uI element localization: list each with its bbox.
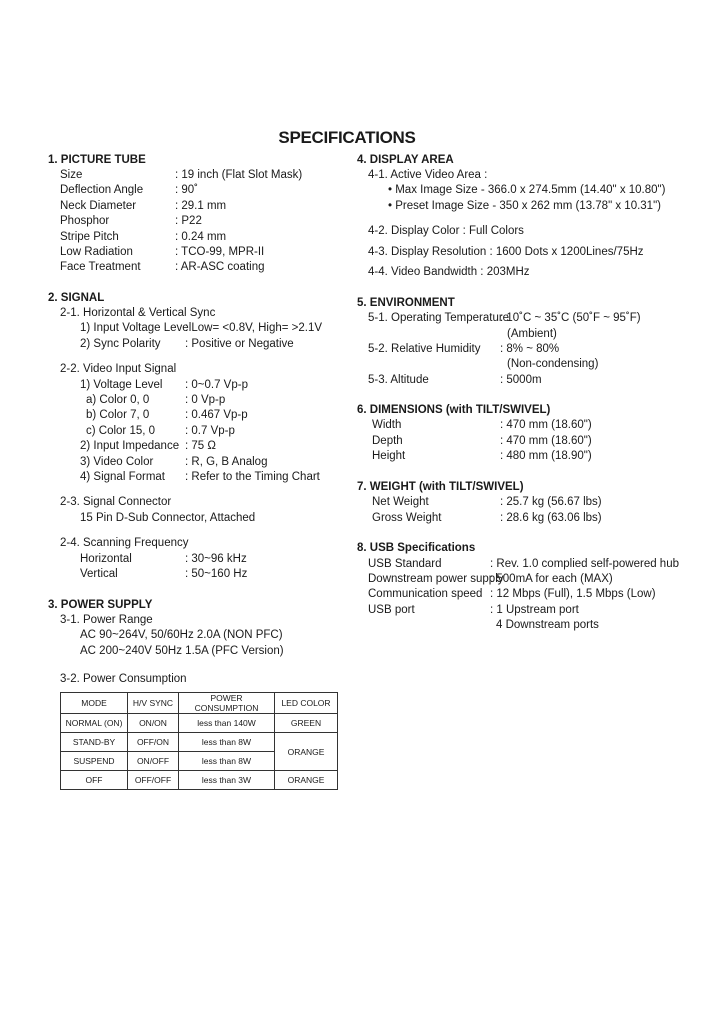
spec-value: : 0.467 Vp-p <box>185 409 248 421</box>
spec-value: : 0.24 mm <box>175 231 227 243</box>
signal-heading: 2. SIGNAL <box>48 292 105 304</box>
spec-value: : 5000m <box>500 374 542 386</box>
spec-label: Phosphor <box>60 215 110 227</box>
spec-label: Height <box>372 450 406 462</box>
spec-label: b) Color 7, 0 <box>86 409 150 421</box>
spec-label: 1) Input Voltage Level <box>80 322 192 334</box>
column-header: POWER CONSUMPTION <box>179 693 275 714</box>
connector-subheading: 2-3. Signal Connector <box>60 496 172 508</box>
spec-label: 2) Input Impedance <box>80 440 180 452</box>
display-resolution: 4-3. Display Resolution : 1600 Dots x 1200Lines/75Hz <box>368 246 644 258</box>
spec-value: : 28.6 kg (63.06 lbs) <box>500 512 602 524</box>
spec-label: Low Radiation <box>60 246 133 258</box>
table-row <box>61 733 338 752</box>
spec-value: : AR-ASC coating <box>175 261 265 273</box>
dimensions-heading: 6. DIMENSIONS (with TILT/SWIVEL) <box>357 404 551 416</box>
table-cell: ON/OFF <box>128 752 179 771</box>
page-title: SPECIFICATIONS <box>278 128 416 147</box>
spec-label: Net Weight <box>372 496 429 508</box>
spec-value: : 29.1 mm <box>175 200 227 212</box>
spec-label: Neck Diameter <box>60 200 137 212</box>
environment-heading: 5. ENVIRONMENT <box>357 297 455 309</box>
spec-label: a) Color 0, 0 <box>86 394 150 406</box>
scan-subheading: 2-4. Scanning Frequency <box>60 537 189 549</box>
spec-label: 5-3. Altitude <box>368 374 429 386</box>
spec-value: : 90˚ <box>175 184 199 196</box>
spec-label: Vertical <box>80 568 118 580</box>
weight-heading: 7. WEIGHT (with TILT/SWIVEL) <box>357 481 524 493</box>
spec-label: Gross Weight <box>372 512 442 524</box>
spec-label: Horizontal <box>80 553 132 565</box>
spec-value: : Rev. 1.0 complied self-powered hub <box>490 558 679 570</box>
display-area-heading: 4. DISPLAY AREA <box>357 154 454 166</box>
spec-label: 5-2. Relative Humidity <box>368 343 481 355</box>
spec-label: c) Color 15, 0 <box>86 425 156 437</box>
spec-note: (Ambient) <box>507 328 557 340</box>
spec-label: 2) Sync Polarity <box>80 338 161 350</box>
spec-value: : TCO-99, MPR-II <box>175 246 265 258</box>
spec-label: 5-1. Operating Temperature <box>368 312 510 324</box>
video-input-subheading: 2-2. Video Input Signal <box>60 363 177 375</box>
table-cell: GREEN <box>275 714 338 733</box>
power-consumption-table <box>60 692 338 790</box>
spec-label: USB Standard <box>368 558 442 570</box>
spec-value: : Refer to the Timing Chart <box>185 471 320 483</box>
spec-value: : 8% ~ 80% <box>500 343 560 355</box>
connector-text: 15 Pin D-Sub Connector, Attached <box>80 512 256 524</box>
spec-value: : 1 Upstream port <box>490 604 579 616</box>
table-cell: OFF/OFF <box>128 771 179 790</box>
spec-value: : 75 Ω <box>185 440 216 452</box>
table-row <box>61 771 338 790</box>
spec-value: : 480 mm (18.90") <box>500 450 592 462</box>
spec-value: : P22 <box>175 215 202 227</box>
spec-value: : 12 Mbps (Full), 1.5 Mbps (Low) <box>490 588 656 600</box>
spec-value: : 25.7 kg (56.67 lbs) <box>500 496 602 508</box>
spec-value: 4 Downstream ports <box>496 619 599 631</box>
bullet-item: • Preset Image Size - 350 x 262 mm (13.78" x 10.31") <box>388 200 661 212</box>
bullet-item: • Max Image Size - 366.0 x 274.5mm (14.40" x 10.80") <box>388 184 666 196</box>
spec-label: USB port <box>368 604 415 616</box>
table-cell: less than 140W <box>179 714 275 733</box>
power-range-line: AC 90~264V, 50/60Hz 2.0A (NON PFC) <box>80 629 283 641</box>
spec-label: Size <box>60 169 83 181</box>
spec-label: Communication speed <box>368 588 483 600</box>
spec-label: 3) Video Color <box>80 456 154 468</box>
table-cell: ORANGE <box>275 771 338 790</box>
spec-value: : 19 inch (Flat Slot Mask) <box>175 169 303 181</box>
power-heading: 3. POWER SUPPLY <box>48 599 153 611</box>
usb-heading: 8. USB Specifications <box>357 542 476 554</box>
spec-label: Face Treatment <box>60 261 141 273</box>
column-header: LED COLOR <box>275 693 338 714</box>
power-range-line: AC 200~240V 50Hz 1.5A (PFC Version) <box>80 645 284 657</box>
table-cell: NORMAL (ON) <box>61 714 128 733</box>
spec-value: : Positive or Negative <box>185 338 294 350</box>
table-cell: less than 8W <box>179 733 275 752</box>
spec-value: : Low= <0.8V, High= >2.1V <box>185 322 323 334</box>
spec-label: Deflection Angle <box>60 184 144 196</box>
spec-value: : 0~0.7 Vp-p <box>185 379 248 391</box>
spec-label: Width <box>372 419 402 431</box>
spec-value: : 50~160 Hz <box>185 568 248 580</box>
spec-value: : 470 mm (18.60") <box>500 435 592 447</box>
spec-label: 4) Signal Format <box>80 471 166 483</box>
display-color: 4-2. Display Color : Full Colors <box>368 225 524 237</box>
spec-value: : 500mA for each (MAX) <box>490 573 613 585</box>
table-cell: less than 8W <box>179 752 275 771</box>
spec-label: Depth <box>372 435 403 447</box>
table-cell: STAND-BY <box>61 733 128 752</box>
table-row <box>61 714 338 733</box>
table-header-row <box>61 693 338 714</box>
spec-value: : 30~96 kHz <box>185 553 247 565</box>
table-cell: OFF <box>61 771 128 790</box>
table-cell: less than 3W <box>179 771 275 790</box>
column-header: H/V SYNC <box>128 693 179 714</box>
spec-label: 1) Voltage Level <box>80 379 163 391</box>
video-bandwidth: 4-4. Video Bandwidth : 203MHz <box>368 266 530 278</box>
spec-value: : 470 mm (18.60") <box>500 419 592 431</box>
spec-label: Downstream power supply <box>368 573 504 585</box>
picture-tube-heading: 1. PICTURE TUBE <box>48 154 146 166</box>
power-consumption-subheading: 3-2. Power Consumption <box>60 673 187 685</box>
column-header: MODE <box>61 693 128 714</box>
spec-note: (Non-condensing) <box>507 358 599 370</box>
active-video-subheading: 4-1. Active Video Area : <box>368 169 488 181</box>
table-cell: ORANGE <box>275 733 338 771</box>
spec-value: : 0.7 Vp-p <box>185 425 235 437</box>
table-cell: ON/ON <box>128 714 179 733</box>
spec-label: Stripe Pitch <box>60 231 119 243</box>
spec-value: : 0 Vp-p <box>185 394 226 406</box>
spec-value: : 10˚C ~ 35˚C (50˚F ~ 95˚F) <box>500 312 641 324</box>
sync-subheading: 2-1. Horizontal & Vertical Sync <box>60 307 216 319</box>
table-cell: SUSPEND <box>61 752 128 771</box>
table-cell: OFF/ON <box>128 733 179 752</box>
power-range-subheading: 3-1. Power Range <box>60 614 153 626</box>
spec-value: : R, G, B Analog <box>185 456 268 468</box>
